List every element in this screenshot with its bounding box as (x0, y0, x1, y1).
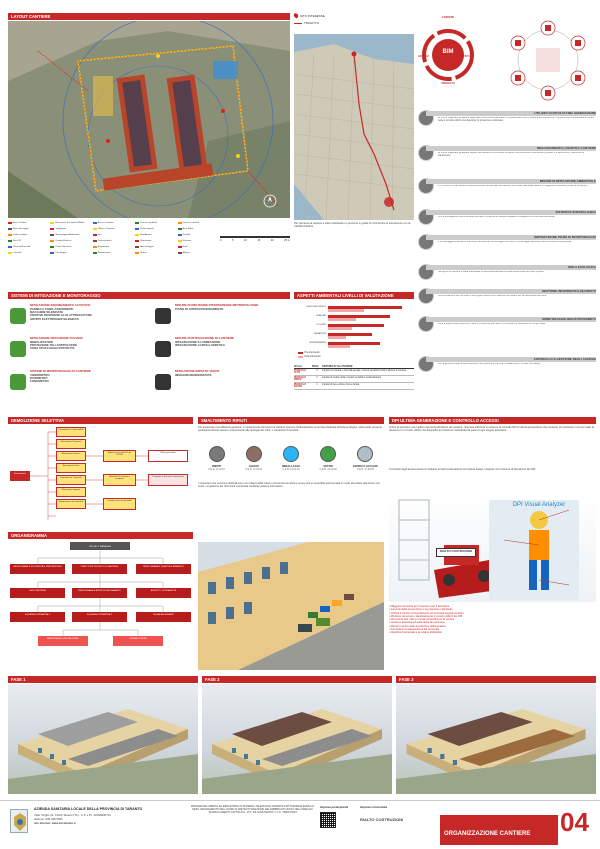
scale-label: 20 (270, 239, 274, 242)
dpi-text: Al fine di garantire una migliore sicurezza all'interno del cantiere, l'impresa utilizzerà un sistema di controllo DPI di ultima generazione che consente di monitorare in tempo reale la presenza e il corretto utilizzo dei dispositivi di protezione individuale da parte di ogni singolo lavoratore. (389, 426, 594, 433)
legend-label: Pronto Soccorso (55, 246, 72, 248)
org-top: PROJECT MANAGER (70, 542, 130, 550)
footer-org: AZIENDA SANITARIA LOCALE DELLA PROVINCIA DI TARANTO (34, 807, 143, 811)
legend-swatch-icon (93, 246, 97, 248)
site-plan-graphic (8, 21, 290, 218)
demo-node: Rimozione Pavimenti (56, 439, 86, 449)
footer-title: ORGANIZZAZIONE CANTIERE (444, 831, 531, 837)
waste-bin (200, 446, 234, 478)
legend-swatch-icon (178, 246, 182, 248)
table-row (294, 369, 414, 376)
org-node: RESPONSABILE QUALITÀ E AMBIENTE (136, 564, 191, 574)
legend-label: Telecamere (140, 240, 152, 242)
legend-b: Post-intervento (304, 355, 321, 358)
legend-swatch-icon (178, 240, 182, 242)
bin-code: C.E.R. 17.02.02 (319, 467, 337, 471)
route-legend-label: TRAGITTO (304, 21, 320, 25)
org-node: ADDETTO CONTABILITÀ (136, 588, 191, 598)
chart-row (294, 305, 414, 313)
dpi-benefits (389, 605, 499, 673)
bin-code: C.E.R. 17.01.07 (208, 467, 226, 471)
topic-body: Al fine di migliorare gli aspetti logistici del cantiere si è previsto un layout che permette di ottimizzare gli spazi e le lavorazioni, riducendo le interferenze. (438, 152, 585, 157)
legend-label: Percorsi pedonali (140, 222, 158, 224)
legend-swatch-icon (93, 222, 97, 224)
mitigation-icon (10, 374, 26, 390)
mitigation-title: MISURE DI RIDUZIONE INTERFERENZE METROPOLITANE (175, 303, 259, 307)
legend-label: Area Rifiuti (182, 228, 194, 230)
smaltimento-header: SMALTIMENTO RIFIUTI (198, 417, 384, 424)
legend-label: Tornello (182, 234, 191, 236)
benefit-item: • Aumento della prevenzione e la protezione individuale (389, 608, 453, 612)
mitigation-icon (155, 341, 171, 357)
dpi-header: DPI ULTIMA GENERAZIONE E CONTROLLO ACCESSI (389, 417, 596, 424)
org-node: RESPONSABILE APPROVVIGIONAMENTI (72, 588, 127, 598)
topic-title: UTILIZZO DI DPI DI ULTIMA GENERAZIONE (534, 111, 596, 115)
layout-header: LAYOUT CANTIERE (8, 13, 290, 20)
legend-swatch-icon (93, 234, 97, 236)
chart-row-label: RUMORE (316, 315, 326, 317)
smaltimento-text: Per assicurare una efficiente gestione, il conoscimento dei layout di cantiere propone l'individuazione di un'area dedicata all'isola ecologica, sulla quale verranno predisposti diversi cassoni, proporzionati alle tipologie dei rifiuti, e contenitori di raccolta. (198, 426, 382, 433)
fase1-header: FASE 1 (8, 676, 198, 683)
aspetti-table (294, 366, 414, 408)
legend-label: Box DPI (13, 240, 22, 242)
bin-code: C.E.R. 17.02.01 (245, 467, 263, 471)
legend-a: Pre-intervento (304, 351, 320, 354)
legend-swatch-icon (8, 240, 12, 242)
chart-row-label: VIBRAZIONI (313, 333, 326, 335)
demo-node: Demolizione Controsoffitti (56, 427, 86, 437)
topic-body: In un'ottica di miglioramento della condizione ambientale del cantiere sono stati individuati sistemi di mitigazione acustica, polveri e vibrazioni. (438, 185, 588, 187)
legend-swatch-icon (50, 228, 54, 230)
mitigation-title: MISURE DI INTEGRAZIONE DI CANTIERE (175, 336, 235, 340)
mitigation-icon (155, 374, 171, 390)
legend-label: Gru (97, 234, 102, 236)
org-node: SQUADRA IMPIANTI (136, 612, 191, 622)
topic-title: MONITORAGGIO BIM DI PROSSIMITÀ (542, 317, 596, 321)
legend-item (93, 250, 133, 256)
org-node: RESPONSABILE SICUREZZA E PREVENZIONE (10, 564, 65, 574)
topic-body: Per la sorveglianza notturna sarà utilizzato un sistema di videosorveglianza collegato a una centrale operativa. (438, 216, 555, 218)
topic-title: CONTROLLO E GESTIONE DEGLI ACCESSI (533, 357, 596, 361)
benefit-item: • Rileva in tempo reale la posizione dell'operatore (389, 624, 446, 628)
bim-left-label: ACCESSI (418, 55, 429, 58)
fase3-render[interactable] (396, 684, 596, 794)
legend-swatch-icon (93, 228, 97, 230)
topic-body: La compilazione dei formulari e dei registri avverrà con sistema informatico per la tracciabilità dei rifiuti. (438, 295, 547, 297)
legend-label: Box Attrezzi (140, 234, 152, 236)
waste-bin (274, 446, 308, 478)
legend-label: Tensostruttura (97, 240, 112, 242)
bim-diagram (418, 13, 596, 108)
chart-row (294, 314, 414, 322)
footer-phone: telefono: 099 458 5555 (34, 816, 63, 821)
bim-right-label: RIFIUTI (461, 55, 470, 58)
demo-node: Rimozione Intonaci (56, 451, 86, 461)
fase3-header: FASE 3 (396, 676, 596, 683)
mitigation-item: NEBULIZZATORI (30, 339, 54, 344)
fase2-render[interactable] (202, 684, 392, 794)
legend-label: Sirena (140, 252, 147, 254)
topic-body: Oltre a quanto sopra descritto il BIM di prossimità permette di controllare le lavorazioni in tempo reale. (438, 323, 546, 325)
recycle-icon (283, 446, 299, 462)
map-caption: Per l'accesso al cantiere è stato individuato un percorso in grado di minimizzare le interferenze con la viabilità cittadina. (294, 222, 411, 229)
legend-swatch-icon (50, 222, 54, 224)
recycle-icon (209, 446, 225, 462)
topic-title: SISTEMI DI SORVEGLIANZA (555, 210, 596, 214)
bar-post (328, 309, 364, 312)
legend-swatch-icon (135, 222, 139, 224)
legend-swatch-icon (178, 222, 182, 224)
legend-label: Segnaletica (97, 246, 110, 248)
mitigation-item: FONOMETRO (30, 379, 49, 384)
legend-swatch-icon (135, 246, 139, 248)
chart-row (294, 332, 414, 340)
topic-title: MIGLIORAMENTO LOGISTICA CANTIERE (537, 146, 596, 150)
mitigation-block (8, 337, 148, 370)
waste-bin (237, 446, 271, 478)
waste-area-render[interactable] (198, 542, 384, 670)
mitigation-icon (10, 341, 26, 357)
bim-bottom-label: PROGETTO (441, 82, 455, 85)
legend-label: Monitoraggio Ambientale (55, 234, 80, 236)
bar-post (328, 345, 350, 348)
legend-label: Estintore (182, 240, 192, 242)
topic-title: IMPOSTAZIONE PIANO DI MONITORAGGIO (534, 235, 596, 239)
legend-item (8, 250, 48, 256)
topic-title: ISOLA ECOLOGICA (567, 265, 596, 269)
org-node: SQUADRA OPERATIVA 2 (72, 612, 127, 622)
legend-item (135, 250, 175, 256)
benefit-item: • Maggiore sicurezza per l'impresa e per il lavoratore (389, 605, 450, 608)
mitigation-item: INTEGRAZIONE ILLUMINAZIONE (175, 339, 221, 344)
mitigation-item: DOSIMETRO (30, 376, 48, 380)
legend-swatch-icon (135, 240, 139, 242)
legend-label: Accessi cantiere (97, 222, 114, 224)
mitigazione-panel (8, 300, 290, 405)
mitigation-item: VIBROMETRO (30, 372, 50, 377)
city-map-graphic (294, 34, 414, 220)
demo-node: Rimozione Impianti (56, 487, 86, 497)
legend-swatch-icon (135, 228, 139, 230)
legend-swatch-icon (8, 228, 12, 230)
mitigazione-header: SISTEMI DI MITIGAZIONE E MONITORAGGIO (8, 292, 290, 299)
demo-box-3: Frazioni non recuperabili (103, 498, 136, 510)
bin-name: FERRO E ACCIAIO (352, 463, 378, 468)
chart-row-label: GESTIONE RIFIUTI (306, 306, 326, 308)
recycle-icon (357, 446, 373, 462)
aspetti-header: ASPETTI AMBIENTALI LIVELLI DI VALUTAZIONE (294, 292, 414, 299)
asl-logo-icon (10, 809, 28, 833)
table-cell-criterio: Impatto di media entità, ricettori sensibili a media distanza. (322, 377, 382, 379)
footer-procedure: PROCEDURA APERTA DA ESPLETARSI IN MANIERA TELEMATICA TRAMITE PIATTAFORMA EMPULIA PER L'AFFIDAMENTO DEI LAVORI DI RISTRUTTURAZIONE DEI FABBRICATI UFFICI NELL'AREA EX "BARACCAMENTI CATTOLICA - P.O. SS ANNUNZIATA" C.I.G. 73601870F4 (190, 805, 315, 815)
scale-label: 10 (243, 239, 247, 242)
table-cell-criterio: Impatto con durata e intensità elevata, ricettori sensibili prossimi all'area di cantiere. (322, 370, 407, 372)
legend-swatch-icon (93, 252, 97, 254)
footer-impresa: Impresa partecipante (320, 805, 349, 809)
mitigation-item: MACCHINE SILENZIATE (30, 310, 64, 314)
mitigation-block (8, 370, 148, 403)
topic-body: Nel layout di cantiere è stata individuata un'area dedicata alla raccolta differenziata dei rifiuti prodotti. (438, 271, 545, 273)
chart-row (294, 323, 414, 331)
th-peso: PESO (312, 366, 319, 368)
mitigation-item: PROTEZIONE TELI ANTIPOLVERE (30, 343, 77, 347)
legend-label: Area lavaggio (140, 246, 154, 248)
benefit-item: • Aumenta la consapevolezza del personale (389, 628, 440, 632)
qr-code-icon (320, 812, 336, 828)
benefit-item: • Verifica il corretto comportamento ed eventuali segnali correttivi (389, 611, 464, 615)
mitigation-item: POSITIVE RESPONSE ALLE ATTREZZATURE (30, 313, 92, 318)
topic-body: Il monitoraggio proposto si articola in due attività: monitoraggio continuo e monitoraggio periodico delle componenti ambientali. (438, 241, 572, 243)
bin-code: C.E.R. 17.04.05 (356, 467, 374, 471)
bar-post (328, 327, 352, 330)
aspetti-chart (294, 301, 414, 363)
dpi-text-2: Il controllo degli accessi avverrà mediante tornelli a tutta altezza con lettura badge, integrati con il sistema di rilevazione dei DPI. (389, 468, 537, 471)
legend-swatch-icon (135, 234, 139, 236)
table-cell-peso: 3 (316, 370, 318, 372)
topic-list (418, 110, 596, 410)
legend-swatch-icon (93, 240, 97, 242)
mitigation-block (153, 304, 290, 337)
mitigation-block (153, 370, 290, 403)
th-criterio: CRITERIO DI VALUTAZIONE (322, 366, 353, 368)
fase1-render[interactable] (8, 684, 198, 794)
mitigation-title: SISTEMI DI MONITORAGGIO DI CANTIERE (30, 369, 91, 373)
mitigation-title: MITIGAZIONE INQUINAMENTO ACUSTICO (30, 303, 91, 307)
waste-bin (348, 446, 382, 478)
bin-name: VETRO (323, 463, 333, 468)
page-number: 04 (560, 807, 589, 837)
benefit-item: • Identifica il personale e le relative abilitazioni (389, 631, 442, 635)
topic-title: MISURE DI MITIGAZIONE AMBIENTALE (539, 179, 596, 183)
mitigation-item: ZONA STOCCAGGIO PROTETTA (30, 346, 75, 351)
map-legend (294, 13, 414, 31)
footer-impresa-2: Impresa consorziata (360, 805, 388, 809)
legend-swatch-icon (50, 234, 54, 236)
footer-site: sito internet: www.asl.taranto.it (34, 820, 76, 825)
dpi-analyzer-title: DPI Visual Analyzer (512, 502, 566, 508)
legend-swatch-icon (178, 252, 182, 254)
city-map[interactable] (294, 34, 414, 220)
benefit-item: • Gestione avanzata ed automatica dei permessi (389, 621, 445, 625)
mitigation-block (153, 337, 290, 370)
demo-node: Rimozione Infissi (56, 463, 86, 473)
waste-bins (198, 446, 384, 478)
mitigation-icon (10, 308, 26, 324)
legend-swatch-icon (50, 240, 54, 242)
mitigation-block (8, 304, 148, 337)
legend-label: Cancello (13, 252, 22, 254)
mitigation-title: MITIGAZIONE IMPATTO VISIVO (175, 369, 220, 373)
topic-body: Per la gestione degli accessi all'interno del cantiere è prevista l'installazione di tornelli con badge. (438, 363, 541, 365)
legend-label: Area Cantiere (13, 222, 27, 224)
org-node: MAESTRANZE SPECIALIZZATE (38, 636, 88, 646)
organigramma-header: ORGANIGRAMMA (8, 532, 193, 539)
site-plan[interactable] (8, 21, 290, 218)
bar-post (328, 336, 346, 339)
legend-label: Illuminazione (97, 252, 111, 254)
footer (0, 800, 600, 849)
mitigation-icon (155, 308, 171, 324)
legend-label: Recinzione di Cantiere Mobile (55, 222, 85, 224)
demolizione-diagram (8, 426, 193, 526)
legend-label: Servizi Igienici (140, 228, 155, 230)
legend-label: Quadro Elettrico (55, 240, 72, 242)
scale-bar (220, 236, 290, 250)
chart-row-label: INTERFERENZE (309, 342, 326, 344)
bin-name: IMBALLAGGI (282, 463, 300, 468)
bar-post (328, 318, 356, 321)
benefit-item: • Memorizza tutti i dati e li rende disponibili per la verifica (389, 618, 455, 622)
demo-node: Demolizione Tramezzi (56, 475, 86, 485)
org-node: CAPOCANTIERE (10, 588, 65, 598)
table-cell-peso: 1 (316, 384, 318, 386)
scale-label: 5 (231, 239, 234, 242)
org-chart (8, 540, 193, 672)
dpi-brand: RIALTO COSTRUZIONI (436, 548, 476, 557)
legend-label: Percorsi carrabili (182, 222, 199, 224)
legend-label: Area stoccaggio (13, 228, 29, 230)
demo-box-1: Rifiuti ai sensi del D.Lgs 152/06 (103, 450, 136, 462)
demolizione-header: DEMOLIZIONE SELETTIVA (8, 417, 193, 424)
mitigation-item: PANNELLI FONO-ASSORBENTI (30, 306, 74, 311)
bim-label: BIM (442, 49, 454, 55)
demolizione-root: Demolizione (10, 471, 30, 481)
bin-code: C.E.R. 15.01.06 (282, 467, 300, 471)
mitigation-item: PIANO DI APPROVVIGIONAMENTO (175, 306, 224, 311)
chart-row (294, 341, 414, 349)
legend-label: Ufficio e Deposito (97, 228, 115, 230)
table-cell-scala: PERICOLO BASSO (294, 384, 306, 388)
legend-swatch-icon (135, 252, 139, 254)
table-cell-scala: PERICOLO ALTO (294, 370, 306, 374)
legend-label: Spogliatoio (55, 228, 67, 230)
table-row (294, 383, 414, 390)
mitigation-item: IMMAGINI RENDERIZZATE (175, 372, 212, 377)
bim-top-label: CANTIERE (441, 16, 455, 19)
bin-name: INERTI (212, 463, 222, 468)
benefit-item: • Monitora nel tempo e statisticamente il corretto utilizzo dei DPI (389, 614, 463, 618)
legend-label: Nord (182, 246, 188, 248)
demo-box-5: Trasporto a discarica autorizzata (148, 474, 188, 486)
mitigation-item: GRUPPI ELETTROGENI SILENZIATI (30, 316, 79, 321)
legend-label: Punto di Raccolta (13, 246, 31, 248)
table-cell-criterio: Impatto di lieve entità e breve durata. (322, 384, 360, 386)
bin-name: LEGNO (248, 463, 259, 468)
fase2-header: FASE 2 (202, 676, 392, 683)
org-node: SQUADRA OPERATIVA 1 (10, 612, 65, 622)
footer-brand: RIALTO COSTRUZIONI (360, 817, 404, 822)
scale-label: 15 (257, 239, 261, 242)
table-row (294, 376, 414, 383)
topic-title: GESTIONE INFORMATICA DEI RIFIUTI (541, 289, 596, 293)
table-cell-scala: PERICOLO MEDIO (294, 377, 306, 381)
legend-swatch-icon (50, 252, 54, 254)
demo-node: Separazione dei materiali (56, 499, 86, 509)
legend-swatch-icon (8, 234, 12, 236)
scale-label: 25 m (284, 239, 290, 242)
legend-item (50, 250, 90, 256)
th-scala: SCALA (294, 366, 302, 368)
footer-address: Viale Virgilio 31, 74100 Taranto (TA) - C.F. e P.I. 02026690731 (34, 812, 111, 817)
legend-swatch-icon (50, 246, 54, 248)
org-node: OPERAI COMUNI (113, 636, 163, 646)
route-line-icon (294, 23, 302, 24)
recycle-icon (246, 446, 262, 462)
demo-box-2: Materiali da avviare a recupero (103, 474, 136, 486)
legend-swatch-icon (178, 234, 182, 236)
org-node: DIRETTORE TECNICO DI CANTIERE (72, 564, 127, 574)
legend-label: Isola ecologica (13, 234, 28, 236)
map-pin-icon (293, 12, 299, 18)
scale-label: 0 (220, 239, 222, 242)
recycle-icon (320, 446, 336, 462)
chart-row-label: POLVERI (316, 324, 326, 326)
mitigation-item: INTEGRAZIONE CARTELLONISTICA (175, 343, 225, 347)
smaltimento-text-2: I contenitori che verranno utilizzati sono non infiammabili, hanno una tenuta ermetica e sono posti su superficie pavimentata in modo da evitare dispersioni nel suolo. La gestione dei rifiuti sarà monitorata mediante sistema informatico. (198, 482, 380, 489)
demo-box-4: Rifiuti pericolosi (148, 450, 188, 462)
site-legend (8, 220, 218, 275)
mitigation-title: MITIGAZIONE DIFFUSIONE POLVERI (30, 336, 83, 340)
legend-swatch-icon (8, 246, 12, 248)
legend-swatch-icon (8, 222, 12, 224)
legend-label: Parcheggio (55, 252, 67, 254)
legend-swatch-icon (178, 228, 182, 230)
legend-item (178, 250, 218, 256)
site-legend-label: SITO INTERESSE (300, 13, 325, 18)
waste-bin (311, 446, 345, 478)
legend-swatch-icon (8, 252, 12, 254)
legend-label: Allarme (182, 252, 191, 254)
topic-body: Al fine di migliorare gli aspetti legati alla sicurezza del lavoratore l'impresa utilizzerà un sistema di controllo DPI che permette di monitorare in tempo reale il corretto utilizzo dei dispositivi di protezione individuale. (438, 117, 595, 122)
table-cell-peso: 2 (316, 377, 318, 379)
